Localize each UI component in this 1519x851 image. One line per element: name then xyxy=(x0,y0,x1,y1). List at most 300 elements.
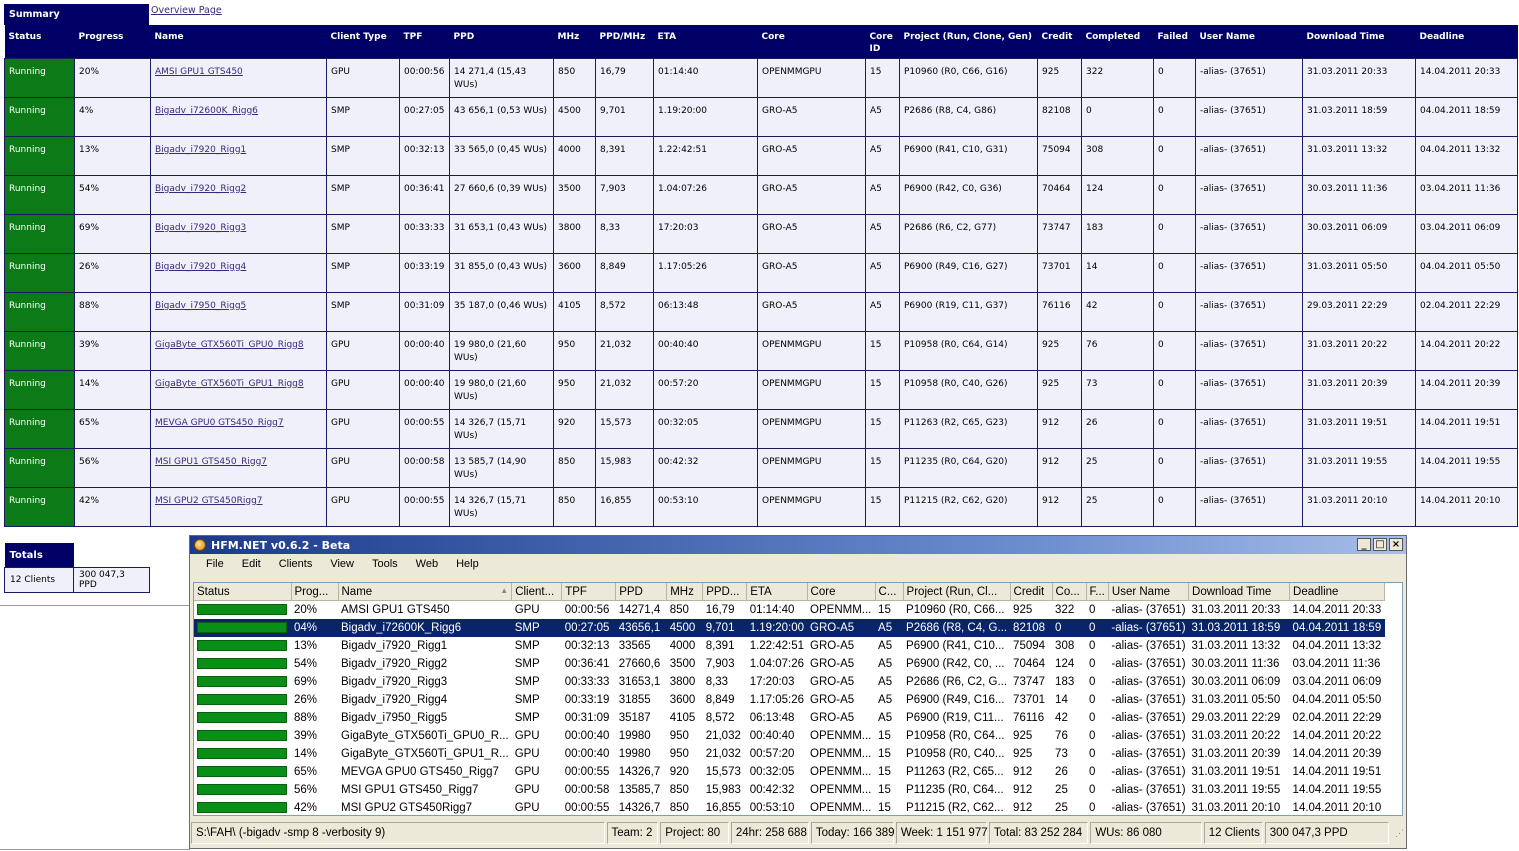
web-col-header: Credit xyxy=(1038,25,1082,58)
status-team: Team: 2 xyxy=(607,822,659,844)
menu-edit[interactable]: Edit xyxy=(241,558,261,570)
grid-cell: 16,79 xyxy=(705,604,735,616)
status-bar-icon xyxy=(197,748,287,759)
grid-cell: 14.04.2011 20:39 xyxy=(1292,748,1382,760)
menu-tools[interactable]: Tools xyxy=(371,558,398,570)
summary-cell: 14% xyxy=(75,370,151,409)
status-cell: Running xyxy=(5,58,75,97)
window-title: HFM.NET v0.6.2 - Beta xyxy=(211,538,351,552)
grid-cell: 0 xyxy=(1089,766,1096,778)
summary-cell: 0 xyxy=(1154,58,1196,97)
grid-row[interactable] xyxy=(194,709,1385,727)
summary-cell: 15 xyxy=(866,331,900,370)
grid-cell: -alias- (37651) xyxy=(1111,766,1186,778)
grid-cell: 14 xyxy=(1055,694,1068,706)
grid-cell: 82108 xyxy=(1010,619,1052,637)
grid-col-header[interactable] xyxy=(1189,583,1290,601)
menu-view[interactable]: View xyxy=(330,558,354,570)
status-total: Total: 83 252 284 xyxy=(989,822,1088,844)
summary-cell: 183 xyxy=(1082,214,1154,253)
clients-grid[interactable] xyxy=(193,582,1403,816)
grid-cell: 27660,6 xyxy=(618,658,661,670)
grid-col-header[interactable] xyxy=(703,583,747,601)
summary-cell: 04.04.2011 18:59 xyxy=(1416,97,1518,136)
summary-cell: P10958 (R0, C64, G14) xyxy=(900,331,1038,370)
grid-cell: -alias- (37651) xyxy=(1111,784,1186,796)
grid-cell: 00:42:32 xyxy=(749,784,795,796)
grid-cell: GRO-A5 xyxy=(807,619,875,637)
summary-cell: 14 271,4 (15,43 WUs) xyxy=(450,58,554,97)
web-col-header: Deadline xyxy=(1416,25,1518,58)
grid-cell: 14.04.2011 20:22 xyxy=(1292,730,1382,742)
summary-cell: 70464 xyxy=(1038,175,1082,214)
summary-cell: -alias- (37651) xyxy=(1196,409,1303,448)
grid-row[interactable] xyxy=(194,745,1385,763)
window-titlebar[interactable] xyxy=(190,536,1406,554)
summary-cell: 02.04.2011 22:29 xyxy=(1416,292,1518,331)
grid-cell: 1.17:05:26 xyxy=(749,694,805,706)
summary-cell: 14 xyxy=(1082,253,1154,292)
menu-file[interactable]: File xyxy=(206,558,224,570)
summary-cell: 03.04.2011 06:09 xyxy=(1416,214,1518,253)
grid-cell: 19980 xyxy=(618,748,651,760)
resize-grip-icon[interactable]: ⋰ xyxy=(1395,827,1404,838)
grid-col-header[interactable] xyxy=(291,583,338,601)
summary-row xyxy=(5,175,1518,214)
grid-cell: P6900 (R19, C11... xyxy=(906,712,1004,724)
grid-cell: 850 xyxy=(669,784,689,796)
summary-cell: GPU xyxy=(327,409,400,448)
grid-cell: 31.03.2011 20:39 xyxy=(1191,748,1281,760)
grid-col-header[interactable] xyxy=(875,583,903,601)
summary-cell: 75094 xyxy=(1038,136,1082,175)
summary-cell: -alias- (37651) xyxy=(1196,136,1303,175)
summary-cell: 73701 xyxy=(1038,253,1082,292)
summary-row xyxy=(5,292,1518,331)
summary-cell: 16,855 xyxy=(596,487,654,526)
grid-col-header[interactable] xyxy=(747,583,807,601)
summary-cell: 20% xyxy=(75,58,151,97)
summary-row xyxy=(5,214,1518,253)
status-bar-icon xyxy=(197,784,287,795)
grid-cell: 13% xyxy=(294,640,318,652)
grid-cell: 73701 xyxy=(1013,694,1046,706)
grid-col-header[interactable] xyxy=(807,583,875,601)
summary-row xyxy=(5,253,1518,292)
summary-cell xyxy=(151,214,327,253)
summary-cell: -alias- (37651) xyxy=(1196,175,1303,214)
grid-cell: 21,032 xyxy=(705,730,741,742)
summary-cell: 15 xyxy=(866,409,900,448)
web-col-header: User Name xyxy=(1196,25,1303,58)
summary-cell: GPU xyxy=(327,370,400,409)
grid-cell: P11235 (R0, C64... xyxy=(906,784,1004,796)
grid-cell: 31.03.2011 20:33 xyxy=(1191,604,1281,616)
grid-col-header[interactable] xyxy=(1086,583,1108,601)
grid-cell: 00:36:41 xyxy=(564,658,610,670)
grid-cell: SMP xyxy=(514,658,540,670)
tab-overview xyxy=(0,0,222,16)
grid-col-label: User Name xyxy=(1111,585,1171,598)
grid-header-row xyxy=(194,583,1385,601)
web-col-header: Core ID xyxy=(866,25,900,58)
grid-row[interactable] xyxy=(194,727,1385,745)
grid-cell: 15 xyxy=(878,784,891,796)
summary-cell: 31.03.2011 20:10 xyxy=(1303,487,1416,526)
summary-cell: 15 xyxy=(866,448,900,487)
summary-cell: OPENMMGPU xyxy=(758,448,866,487)
summary-cell: -alias- (37651) xyxy=(1196,253,1303,292)
menu-web[interactable]: Web xyxy=(415,558,439,570)
grid-cell: MSI GPU1 GTS450_Rigg7 xyxy=(341,784,479,796)
summary-cell: 00:53:10 xyxy=(654,487,758,526)
summary-row xyxy=(5,136,1518,175)
grid-cell: -alias- (37651) xyxy=(1111,730,1186,742)
summary-cell: 00:00:55 xyxy=(400,487,450,526)
summary-cell: P6900 (R49, C16, G27) xyxy=(900,253,1038,292)
summary-cell: 30.03.2011 06:09 xyxy=(1303,214,1416,253)
summary-cell: 0 xyxy=(1154,409,1196,448)
grid-cell: 4500 xyxy=(667,619,703,637)
grid-col-label: Deadline xyxy=(1293,585,1339,598)
client-name-link[interactable]: Bigadv_i72600K_Rigg6 xyxy=(155,105,258,116)
grid-col-header[interactable] xyxy=(1290,583,1385,601)
summary-cell: A5 xyxy=(866,292,900,331)
summary-cell: 850 xyxy=(554,58,596,97)
grid-row[interactable] xyxy=(194,781,1385,799)
client-name-link[interactable]: Bigadv_i7920_Rigg4 xyxy=(155,261,247,272)
grid-row[interactable] xyxy=(194,637,1385,655)
grid-cell: SMP xyxy=(512,619,562,637)
summary-cell: -alias- (37651) xyxy=(1196,448,1303,487)
grid-row[interactable] xyxy=(194,691,1385,709)
client-name-link[interactable]: Bigadv_i7950_Rigg5 xyxy=(155,300,247,311)
grid-row[interactable] xyxy=(194,763,1385,781)
summary-cell: 00:36:41 xyxy=(400,175,450,214)
grid-cell: 4000 xyxy=(669,640,696,652)
summary-cell: 31.03.2011 20:39 xyxy=(1303,370,1416,409)
grid-status-cell xyxy=(194,619,291,637)
summary-cell: 00:00:58 xyxy=(400,448,450,487)
grid-cell: 00:27:05 xyxy=(562,619,616,637)
grid-cell: Bigadv_i7920_Rigg1 xyxy=(341,640,448,652)
totals-ppd: 300 047,3 PPD xyxy=(74,568,150,593)
summary-row xyxy=(5,97,1518,136)
summary-row xyxy=(5,448,1518,487)
client-name-link[interactable]: Bigadv_i7920_Rigg2 xyxy=(155,183,247,194)
summary-cell: -alias- (37651) xyxy=(1196,97,1303,136)
grid-cell: 15 xyxy=(878,604,891,616)
summary-cell: 14.04.2011 20:22 xyxy=(1416,331,1518,370)
summary-row xyxy=(5,58,1518,97)
summary-cell: -alias- (37651) xyxy=(1196,214,1303,253)
grid-cell: P11215 (R2, C62... xyxy=(906,802,1004,814)
grid-status-cell xyxy=(194,799,291,816)
summary-cell: 322 xyxy=(1082,58,1154,97)
grid-cell: 00:00:56 xyxy=(564,604,610,616)
summary-cell: 1.04:07:26 xyxy=(654,175,758,214)
maximize-icon[interactable]: □ xyxy=(1373,538,1387,551)
menu-clients[interactable]: Clients xyxy=(278,558,313,570)
grid-row[interactable] xyxy=(194,601,1385,620)
summary-cell: -alias- (37651) xyxy=(1196,487,1303,526)
grid-col-label: Credit xyxy=(1013,585,1045,598)
web-col-header: Progress xyxy=(75,25,151,58)
grid-cell: 42 xyxy=(1055,712,1068,724)
grid-col-header[interactable] xyxy=(1108,583,1188,601)
grid-cell: 1.22:42:51 xyxy=(749,640,805,652)
summary-cell: 4000 xyxy=(554,136,596,175)
grid-status-cell xyxy=(194,673,291,691)
summary-cell: P10960 (R0, C66, G16) xyxy=(900,58,1038,97)
status-ppd: 300 047,3 PPD xyxy=(1265,822,1389,844)
grid-cell: GigaByte_GTX560Ti_GPU1_R... xyxy=(341,748,509,760)
summary-cell: OPENMMGPU xyxy=(758,487,866,526)
close-icon[interactable]: × xyxy=(1389,538,1403,551)
minimize-icon[interactable]: _ xyxy=(1357,538,1371,551)
grid-cell: A5 xyxy=(878,694,893,706)
summary-cell: 3500 xyxy=(554,175,596,214)
grid-cell: 76 xyxy=(1055,730,1068,742)
grid-cell: GRO-A5 xyxy=(810,640,855,652)
grid-cell: 322 xyxy=(1055,604,1075,616)
summary-cell: 4105 xyxy=(554,292,596,331)
summary-cell: 7,903 xyxy=(596,175,654,214)
summary-cell: 21,032 xyxy=(596,370,654,409)
summary-cell: 00:32:13 xyxy=(400,136,450,175)
grid-cell: 26 xyxy=(1055,766,1068,778)
grid-cell: 850 xyxy=(669,802,689,814)
summary-cell: 14.04.2011 19:55 xyxy=(1416,448,1518,487)
grid-row[interactable] xyxy=(194,619,1385,637)
grid-cell: 0 xyxy=(1089,694,1096,706)
summary-cell: 73 xyxy=(1082,370,1154,409)
grid-col-header[interactable] xyxy=(194,583,291,601)
grid-cell: 8,849 xyxy=(705,694,735,706)
summary-cell: 14.04.2011 20:39 xyxy=(1416,370,1518,409)
summary-cell: 4500 xyxy=(554,97,596,136)
summary-cell: 01:14:40 xyxy=(654,58,758,97)
status-cell: Running xyxy=(5,331,75,370)
grid-status-cell xyxy=(194,637,291,655)
grid-row[interactable] xyxy=(194,799,1385,816)
client-name-link[interactable]: MSI GPU1 GTS450_Rigg7 xyxy=(155,456,268,467)
grid-cell: 3600 xyxy=(669,694,696,706)
grid-cell: 0 xyxy=(1089,676,1096,688)
grid-status-cell xyxy=(194,691,291,709)
status-cell: Running xyxy=(5,487,75,526)
grid-row[interactable] xyxy=(194,673,1385,691)
summary-cell: 43 656,1 (0,53 WUs) xyxy=(450,97,554,136)
grid-col-header[interactable] xyxy=(562,583,616,601)
grid-cell: 31.03.2011 20:10 xyxy=(1191,802,1281,814)
summary-cell: P6900 (R42, C0, G36) xyxy=(900,175,1038,214)
client-name-link[interactable]: GigaByte_GTX560Ti_GPU0_Rigg8 xyxy=(155,339,304,350)
grid-col-header[interactable] xyxy=(903,583,1010,601)
summary-cell: 16,79 xyxy=(596,58,654,97)
grid-cell: -alias- (37651) xyxy=(1111,694,1186,706)
status-cell: Running xyxy=(5,253,75,292)
totals-table xyxy=(4,543,150,593)
summary-cell: 0 xyxy=(1082,97,1154,136)
grid-cell: 30.03.2011 11:36 xyxy=(1191,658,1280,670)
grid-cell: 00:40:40 xyxy=(749,730,795,742)
grid-cell: P6900 (R41, C10... xyxy=(906,640,1005,652)
grid-cell: A5 xyxy=(878,712,893,724)
summary-cell: 06:13:48 xyxy=(654,292,758,331)
summary-cell: 39% xyxy=(75,331,151,370)
grid-cell: 88% xyxy=(294,712,318,724)
grid-col-header[interactable] xyxy=(512,583,562,601)
grid-cell: AMSI GPU1 GTS450 xyxy=(341,604,450,616)
summary-cell: 0 xyxy=(1154,97,1196,136)
summary-cell: GRO-A5 xyxy=(758,136,866,175)
status-project: Project: 80 xyxy=(660,822,729,844)
grid-cell: 15 xyxy=(878,766,891,778)
grid-cell: 8,33 xyxy=(705,676,729,688)
summary-cell: SMP xyxy=(327,97,400,136)
client-name-link[interactable]: Bigadv_i7920_Rigg1 xyxy=(155,144,247,155)
summary-cell: 3800 xyxy=(554,214,596,253)
clients-grid-table xyxy=(194,583,1385,816)
grid-cell: 1.04:07:26 xyxy=(749,658,805,670)
grid-col-label: Project (Run, Cl... xyxy=(906,585,998,598)
client-name-link[interactable]: AMSI GPU1 GTS450 xyxy=(155,66,243,77)
summary-cell: P6900 (R41, C10, G31) xyxy=(900,136,1038,175)
overview-page-link[interactable]: Overview Page xyxy=(151,5,222,16)
summary-header-row xyxy=(5,25,1518,58)
grid-cell: 31.03.2011 13:32 xyxy=(1191,640,1281,652)
grid-cell: 76116 xyxy=(1013,712,1045,724)
summary-cell: A5 xyxy=(866,136,900,175)
web-col-header: Status xyxy=(5,25,75,58)
grid-cell: SMP xyxy=(514,640,540,652)
summary-cell: 850 xyxy=(554,487,596,526)
summary-cell: 14.04.2011 20:10 xyxy=(1416,487,1518,526)
summary-cell: 00:00:56 xyxy=(400,58,450,97)
grid-cell: P6900 (R49, C16... xyxy=(906,694,1005,706)
summary-cell: 0 xyxy=(1154,175,1196,214)
grid-cell: 31653,1 xyxy=(618,676,661,688)
status-24hr: 24hr: 258 688 xyxy=(731,822,809,844)
summary-cell: GPU xyxy=(327,487,400,526)
summary-cell: OPENMMGPU xyxy=(758,409,866,448)
grid-cell: Bigadv_i7920_Rigg4 xyxy=(341,694,448,706)
grid-col-label: Status xyxy=(197,585,230,598)
grid-cell: 69% xyxy=(294,676,318,688)
menu-help[interactable]: Help xyxy=(456,558,479,570)
client-name-link[interactable]: MEVGA GPU0 GTS450_Rigg7 xyxy=(155,417,284,428)
grid-row[interactable] xyxy=(194,655,1385,673)
summary-cell: 0 xyxy=(1154,253,1196,292)
grid-cell: 4105 xyxy=(669,712,696,724)
status-bar-icon xyxy=(197,604,287,615)
summary-cell: -alias- (37651) xyxy=(1196,58,1303,97)
grid-col-label: Client... xyxy=(515,585,555,598)
grid-cell: MEVGA GPU0 GTS450_Rigg7 xyxy=(341,766,499,778)
summary-cell: P2686 (R8, C4, G86) xyxy=(900,97,1038,136)
summary-row xyxy=(5,370,1518,409)
grid-status-cell xyxy=(194,763,291,781)
grid-cell: Bigadv_i7920_Rigg2 xyxy=(341,658,448,670)
grid-cell: 25 xyxy=(1055,784,1068,796)
summary-cell: 17:20:03 xyxy=(654,214,758,253)
summary-cell: GPU xyxy=(327,331,400,370)
summary-cell: A5 xyxy=(866,97,900,136)
summary-cell: GRO-A5 xyxy=(758,97,866,136)
summary-cell: P11263 (R2, C65, G23) xyxy=(900,409,1038,448)
totals-clients: 12 Clients xyxy=(5,568,74,593)
grid-cell: 0 xyxy=(1086,619,1108,637)
summary-cell: SMP xyxy=(327,175,400,214)
grid-col-header[interactable] xyxy=(1010,583,1052,601)
summary-cell: 0 xyxy=(1154,487,1196,526)
grid-cell: 73 xyxy=(1055,748,1068,760)
grid-cell: 31.03.2011 18:59 xyxy=(1189,619,1290,637)
grid-cell: -alias- (37651) xyxy=(1111,802,1186,814)
grid-cell: GPU xyxy=(514,766,540,778)
grid-cell: 7,903 xyxy=(705,658,735,670)
grid-cell: 8,572 xyxy=(705,712,735,724)
web-col-header: ETA xyxy=(654,25,758,58)
grid-cell: GPU xyxy=(514,784,540,796)
grid-cell: OPENMM... xyxy=(810,730,872,742)
summary-cell: 00:32:05 xyxy=(654,409,758,448)
grid-cell: 0 xyxy=(1089,640,1096,652)
web-col-header: Client Type xyxy=(327,25,400,58)
summary-cell: 14 326,7 (15,71 WUs) xyxy=(450,409,554,448)
grid-col-label: C... xyxy=(878,585,897,598)
grid-col-header[interactable] xyxy=(338,583,512,601)
status-clients: 12 Clients xyxy=(1204,822,1263,844)
summary-cell: OPENMMGPU xyxy=(758,331,866,370)
summary-cell: 124 xyxy=(1082,175,1154,214)
summary-cell: 21,032 xyxy=(596,331,654,370)
grid-cell: 00:00:58 xyxy=(564,784,610,796)
summary-cell xyxy=(151,487,327,526)
grid-col-header[interactable] xyxy=(616,583,667,601)
summary-cell: 29.03.2011 22:29 xyxy=(1303,292,1416,331)
client-name-link[interactable]: MSI GPU2 GTS450Rigg7 xyxy=(155,495,263,506)
tab-summary[interactable]: Summary xyxy=(4,4,149,25)
grid-cell: OPENMM... xyxy=(810,604,872,616)
summary-cell: GPU xyxy=(327,448,400,487)
grid-col-header[interactable] xyxy=(1052,583,1086,601)
summary-cell: SMP xyxy=(327,136,400,175)
status-bar-icon xyxy=(197,802,287,813)
status-bar-icon xyxy=(197,730,287,741)
status-path: S:\FAH\ (-bigadv -smp 8 -verbosity 9) xyxy=(191,822,605,844)
grid-cell: 06:13:48 xyxy=(749,712,795,724)
grid-cell: -alias- (37651) xyxy=(1111,604,1186,616)
grid-cell: SMP xyxy=(514,712,540,724)
grid-cell: 70464 xyxy=(1013,658,1046,670)
summary-cell: 42% xyxy=(75,487,151,526)
grid-cell: 26% xyxy=(294,694,318,706)
summary-cell: 31.03.2011 19:55 xyxy=(1303,448,1416,487)
grid-cell: 00:53:10 xyxy=(749,802,795,814)
grid-cell: 31.03.2011 19:51 xyxy=(1191,766,1281,778)
summary-cell: GPU xyxy=(327,58,400,97)
client-name-link[interactable]: Bigadv_i7920_Rigg3 xyxy=(155,222,247,233)
grid-cell: A5 xyxy=(878,676,893,688)
grid-cell: 73747 xyxy=(1013,676,1046,688)
client-name-link[interactable]: GigaByte_GTX560Ti_GPU1_Rigg8 xyxy=(155,378,304,389)
summary-cell: 04.04.2011 05:50 xyxy=(1416,253,1518,292)
grid-col-header[interactable] xyxy=(667,583,703,601)
summary-cell: 00:31:09 xyxy=(400,292,450,331)
grid-cell: 0 xyxy=(1089,712,1096,724)
